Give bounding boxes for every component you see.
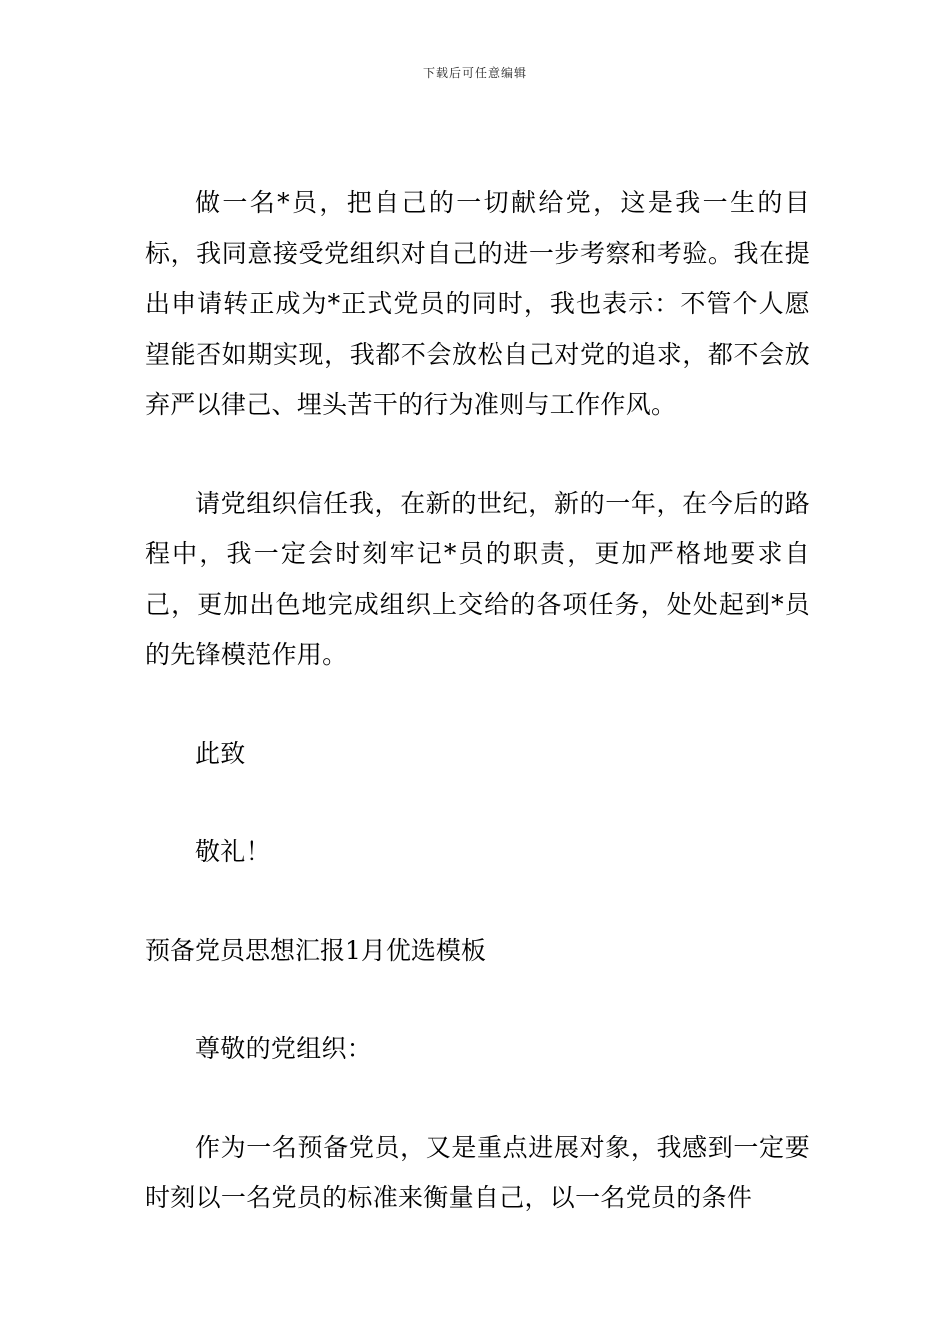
page-header: 下载后可任意编辑 xyxy=(422,66,527,80)
paragraph-request: 请党组织信任我，在新的世纪，新的一年，在今后的路程中，我一定会时刻牢记*员的职责，更加严格地要求自己，更加出色地完成组织上交给的各项任务，处处起到*员的先锋模范作用。 xyxy=(145,488,810,669)
paragraph-intro: 作为一名预备党员，又是重点进展对象，我感到一定要时刻以一名党员的标准来衡量自己，以一名党员的条件 xyxy=(145,1132,810,1212)
section-title: 预备党员思想汇报1月优选模板 xyxy=(145,935,486,965)
closing-jingli: 敬礼！ xyxy=(195,837,271,866)
salutation: 尊敬的党组织： xyxy=(195,1034,373,1063)
closing-cizhi: 此致 xyxy=(195,738,246,768)
paragraph-commitment: 做一名*员，把自己的一切献给党，这是我一生的目标，我同意接受党组织对自己的进一步考察和考验。我在提出申请转正成为*正式党员的同时，我也表示：不管个人愿望能否如期实现，我都不会放松自己对党的追求，都不会放弃严以律己、埋头苦干的行为准则与工作作风。 xyxy=(145,188,810,419)
document-body xyxy=(145,178,810,1224)
